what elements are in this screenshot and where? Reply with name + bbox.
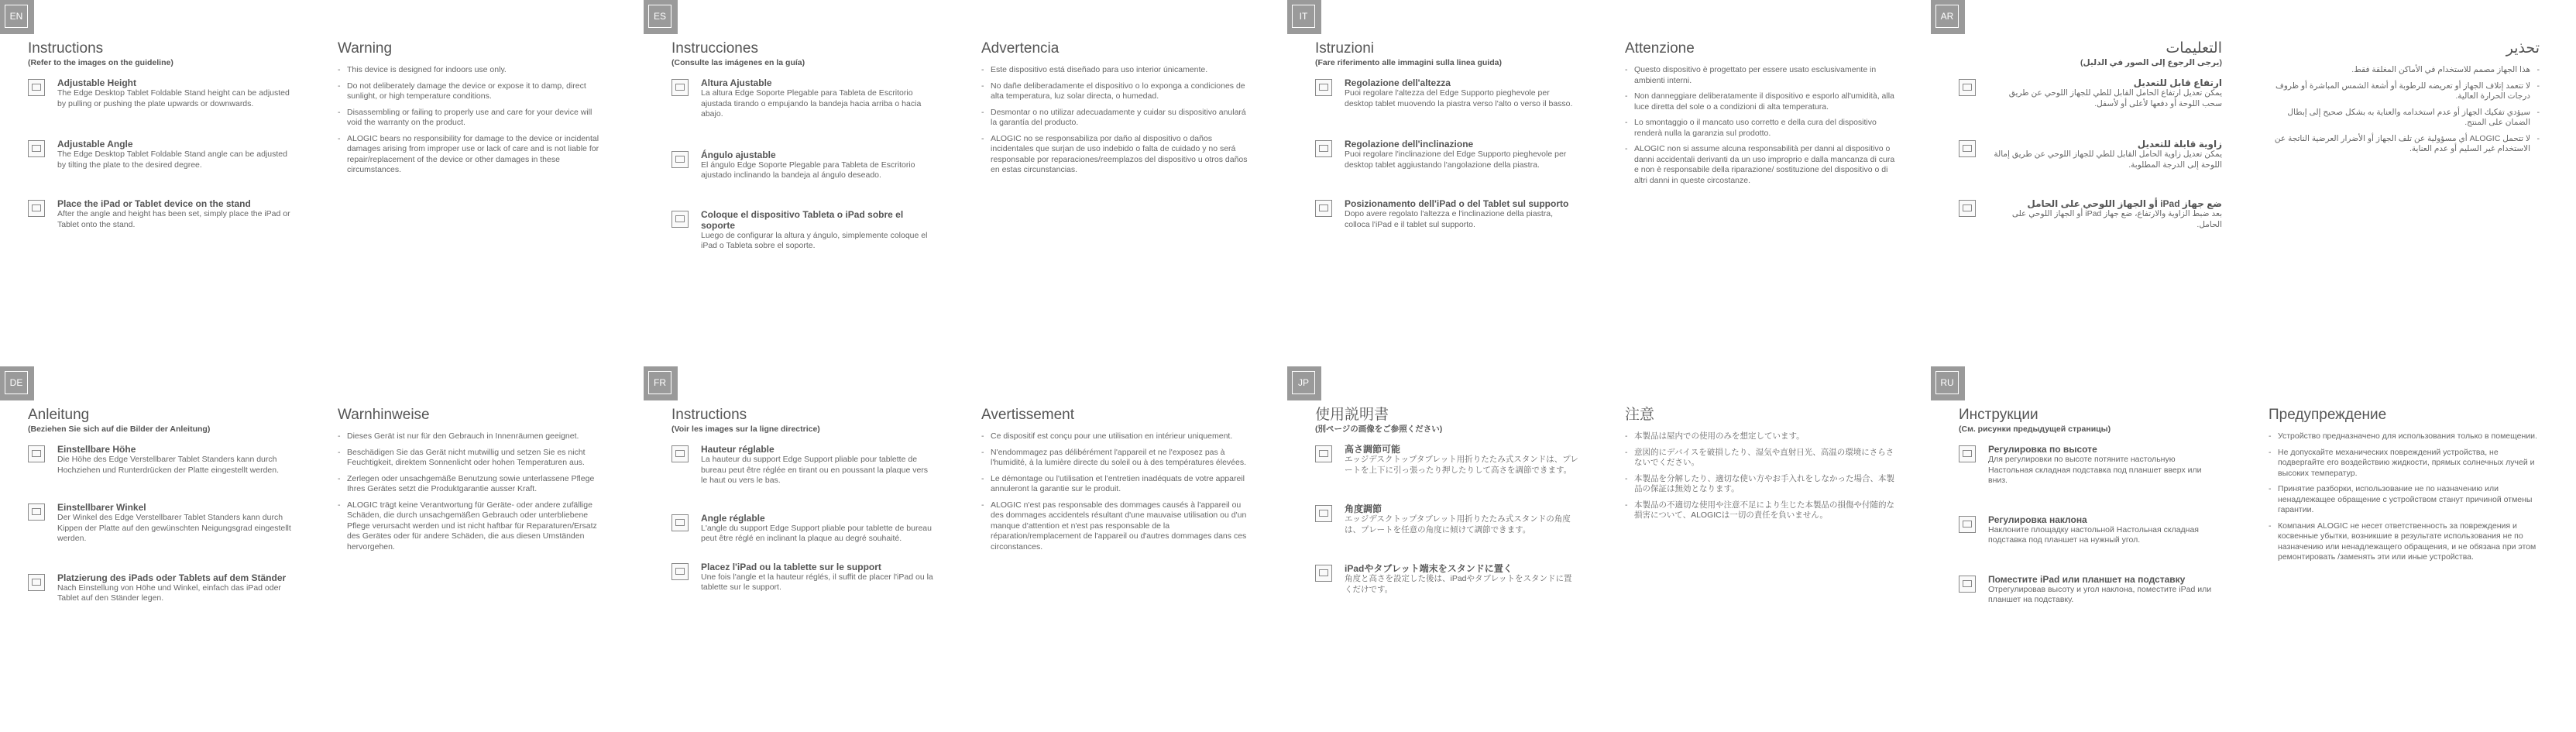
step-body: The Edge Desktop Tablet Foldable Stand angle can be adjusted by tilting the plate to the desired degree. — [57, 149, 287, 170]
instruction-step — [671, 77, 935, 120]
instruction-step — [28, 444, 291, 476]
step-body: Nach Einstellung von Höhe und Winkel, einfach das iPad oder Tablet auf den Ständer legen. — [57, 583, 281, 603]
instructions-title: Instructions — [671, 407, 747, 423]
instruction-step — [671, 149, 935, 181]
step-body: エッジデスクトップタブレット用折りたたみ式スタンドは、プレートを上下に引っ張ったり押したりして高さを調節できます。 — [1345, 455, 1578, 475]
warning-item: - Disassembling or failing to properly use and care for your device will void the warranty on the product. — [338, 108, 609, 129]
instruction-step — [1315, 139, 1578, 170]
instructions-column — [1315, 40, 1578, 230]
step-body: The Edge Desktop Tablet Foldable Stand height can be adjusted by pulling or pushing the plate upwards or downwards. — [57, 88, 290, 108]
warning-column — [1625, 40, 1896, 191]
instruction-step — [671, 209, 935, 252]
warning-item: - Desmontar o no utilizar adecuadamente y cuidar su dispositivo anulará la garantía del producto. — [981, 108, 1252, 129]
warning-item: - Устройство предназначено для использования только в помещении. — [2269, 431, 2540, 442]
language-badge — [644, 0, 678, 34]
instructions-subtitle: (Consulte las imágenes en la guía) — [671, 58, 805, 67]
step-body: L'angle du support Edge Support pliable pour tablette de bureau peut être réglé en inclinant la plaque au degré souhaité. — [701, 523, 932, 543]
warning-item: - Не допускайте механических повреждений устройства, не подвергайте его воздействию жидкости, прямых солнечных лучей и высоких температур. — [2269, 448, 2540, 479]
step-heading: Ángulo ajustable — [701, 149, 776, 160]
step-body: Die Höhe des Edge Verstellbarer Tablet Standers kann durch Hochziehen und Runterdrücken der Platte eingestellt werden. — [57, 455, 280, 475]
instructions-column — [28, 40, 291, 230]
language-badge — [1931, 0, 1965, 34]
warning-item: - Do not deliberately damage the device or expose it to damp, direct sunlight, or high temperature conditions. — [338, 81, 609, 102]
step-heading: Adjustable Height — [57, 77, 137, 88]
instruction-step — [671, 513, 935, 545]
language-code: FR — [648, 371, 671, 394]
instructions-subtitle: (Fare riferimento alle immagini sulla linea guida) — [1315, 58, 1502, 67]
warning-item: - لا تتعمد إتلاف الجهاز أو تعريضه للرطوبة أو أشعة الشمس المباشرة أو ظروف درجات الحرارة العالية. — [2269, 81, 2540, 102]
step-heading: Einstellbarer Winkel — [57, 502, 146, 513]
lang-panel-ru — [1931, 366, 2574, 732]
instructions-column — [1959, 40, 2222, 230]
instructions-title: Anleitung — [28, 407, 90, 423]
language-badge — [0, 366, 34, 400]
step-body: Luego de configurar la altura y ángulo, simplemente coloque el iPad o Tableta sobre el soporte. — [701, 230, 928, 250]
warning-title: Attenzione — [1625, 40, 1695, 57]
step-body: El ángulo Edge Soporte Plegable para Tableta de Escritorio ajustado inclinando la bandeja al ángulo deseado. — [701, 160, 915, 180]
step-figure-icon — [1959, 516, 1976, 533]
instruction-step — [1315, 503, 1578, 535]
warning-item: - 本製品の不適切な使用や注意不足により生じた本製品の損傷や付随的な損害について、ALOGICは一切の責任を負いません。 — [1625, 500, 1896, 521]
step-figure-icon — [28, 445, 45, 462]
language-badge — [1931, 366, 1965, 400]
instructions-title: Instructions — [28, 40, 104, 57]
warning-list — [981, 65, 1252, 176]
instructions-subtitle: (يرجى الرجوع إلى الصور في الدليل) — [2080, 58, 2222, 67]
step-figure-icon — [28, 503, 45, 521]
lang-panel-en — [0, 0, 644, 366]
step-heading: Регулировка наклона — [1988, 514, 2087, 525]
step-heading: iPadやタブレット端末をスタンドに置く — [1345, 563, 1513, 574]
warning-column — [338, 40, 609, 181]
warning-item: - 本製品を分解したり、適切な使い方やお手入れをしなかった場合、本製品の保証は無効となります。 — [1625, 474, 1896, 495]
step-figure-icon — [671, 445, 689, 462]
warning-list — [338, 431, 609, 552]
warning-item: - Zerlegen oder unsachgemäße Benutzung sowie unterlassene Pflege Ihres Gerätes setzt die Produktgarantie ausser Kraft. — [338, 474, 609, 495]
warning-item: - No dañe deliberadamente el dispositivo o lo exponga a condiciones de alta temperatura, luz solar directa, o humedad. — [981, 81, 1252, 102]
step-body: Der Winkel des Edge Verstellbarer Tablet Standers kann durch Kippen der Platte auf den gewünschten Neigungsgrad eingestellt werden. — [57, 513, 291, 543]
step-heading: Placez l'iPad ou la tablette sur le support — [701, 561, 881, 572]
step-heading: 高さ調節可能 — [1345, 444, 1401, 455]
language-badge — [644, 366, 678, 400]
step-body: يمكن تعديل ارتفاع الحامل القابل للطي للجهاز اللوحي عن طريق سحب اللوحة أو دفعها لأعلى أو لأسفل. — [2008, 88, 2222, 108]
step-figure-icon — [1315, 445, 1332, 462]
instructions-subtitle: (См. рисунки предыдущей страницы) — [1959, 424, 2111, 434]
step-body: Для регулировки по высоте потяните настольную Настольная складная подставка под планшет вверх или вниз. — [1988, 455, 2202, 485]
warning-column — [2269, 40, 2540, 160]
step-heading: Angle réglable — [701, 512, 765, 524]
instruction-step — [1959, 574, 2222, 606]
step-body: بعد ضبط الزاوية والارتفاع، ضع جهاز iPad أو الجهاز اللوحي على الحامل. — [2011, 209, 2222, 229]
language-code: AR — [1935, 5, 1959, 28]
step-heading: Platzierung des iPads oder Tablets auf dem Ständer — [57, 572, 287, 583]
step-heading: 角度調節 — [1345, 503, 1382, 514]
step-figure-icon — [671, 79, 689, 96]
step-figure-icon — [1959, 140, 1976, 157]
warning-item: - Принятие разборки, использование не по назначению или ненадлежащее обращение с устройством станут причиной отмены гарантии. — [2269, 484, 2540, 516]
step-heading: Coloque el dispositivo Tableta o iPad sobre el soporte — [701, 208, 904, 231]
step-body: يمكن تعديل زاوية الحامل القابل للطي للجهاز اللوحي عن طريق إمالة اللوحة إلى الدرجة المطلوبة. — [1994, 149, 2222, 170]
language-badge — [0, 0, 34, 34]
step-body: La altura Edge Soporte Plegable para Tableta de Escritorio ajustada tirando o empujando la bandeja hacia arriba o hacia abajo. — [701, 88, 922, 119]
warning-item: - سيؤدي تفكيك الجهاز أو عدم استخدامه والعناية به بشكل صحيح إلى إبطال الضمان على المنتج. — [2269, 108, 2540, 129]
instructions-subtitle: (Beziehen Sie sich auf die Bilder der Anleitung) — [28, 424, 211, 434]
lang-panel-jp — [1287, 366, 1931, 732]
step-heading: Einstellbare Höhe — [57, 444, 136, 455]
warning-list — [338, 65, 609, 176]
instruction-step — [1959, 139, 2222, 170]
warning-item: - ALOGIC n'est pas responsable des dommages causés à l'appareil ou des dommages accidentels résultant d'une mauvaise utilisation ou d'un manque d'attention et n'est pas responsable de la réparation/remplacement de l'appareil ou d'autres dommages dans ces circonstances. — [981, 500, 1252, 553]
step-body: 角度と高さを設定した後は、iPadやタブレットをスタンドに置くだけです。 — [1345, 574, 1572, 594]
warning-title: Avertissement — [981, 407, 1075, 423]
step-figure-icon — [671, 151, 689, 168]
lang-panel-de — [0, 366, 644, 732]
step-heading: Regolazione dell'altezza — [1345, 77, 1451, 88]
warning-item: - Non danneggiare deliberatamente il dispositivo e esporlo all'umidità, alla luce diretta del sole o a condizioni di alta temperatura. — [1625, 91, 1896, 112]
warning-item: - Questo dispositivo è progettato per essere usato esclusivamente in ambienti interni. — [1625, 65, 1896, 86]
warning-item: - ALOGIC non si assume alcuna responsabilità per danni al dispositivo o danni accidentali derivanti da un uso improprio e dalla mancanza di cura e non è responsabile della riparazione/ sostituzione del dispositivo o di altri danni in queste circostanze. — [1625, 144, 1896, 186]
warning-item: - لا تتحمل ALOGIC أي مسؤولية عن تلف الجهاز أو الأضرار العرضية الناتجة عن الاستخدام غير السليم أو عدم العناية. — [2269, 134, 2540, 155]
warning-column — [2269, 407, 2540, 569]
step-figure-icon — [1315, 79, 1332, 96]
step-body: Puoi regolare l'inclinazione del Edge Supporto pieghevole per desktop tablet aggiustando l'angolazione della piastra. — [1345, 149, 1567, 170]
step-heading: Hauteur réglable — [701, 444, 775, 455]
instruction-step — [671, 444, 935, 486]
step-body: Отрегулировав высоту и угол наклона, поместите iPad или планшет на подставку. — [1988, 584, 2212, 604]
instructions-subtitle: (Voir les images sur la ligne directrice) — [671, 424, 820, 434]
warning-item: - This device is designed for indoors use only. — [338, 65, 609, 76]
instruction-step — [28, 139, 291, 170]
step-heading: Регулировка по высоте — [1988, 444, 2097, 455]
step-heading: ارتفاع قابل للتعديل — [2133, 77, 2222, 88]
language-code: EN — [5, 5, 28, 28]
warning-item: - 本製品は屋内での使用のみを想定しています。 — [1625, 431, 1896, 442]
warning-list — [2269, 431, 2540, 563]
warning-title: Warning — [338, 40, 393, 57]
step-body: Puoi regolare l'altezza del Edge Supporto pieghevole per desktop tablet muovendo la piastra verso l'alto o verso il basso. — [1345, 88, 1573, 108]
step-heading: Поместите iPad или планшет на подставку — [1988, 573, 2186, 585]
warning-list — [1625, 431, 1896, 521]
instructions-subtitle: (別ページの画像をご参照ください) — [1315, 424, 1443, 434]
warning-item: - هذا الجهاز مصمم للاستخدام في الأماكن المغلقة فقط. — [2269, 65, 2540, 76]
instruction-step — [28, 77, 291, 109]
warning-item: - Lo smontaggio o il mancato uso corretto e della cura del dispositivo renderà nulla la garanzia sul prodotto. — [1625, 118, 1896, 139]
instructions-title: التعليمات — [2166, 40, 2222, 57]
instruction-step — [1315, 563, 1578, 595]
instructions-column — [671, 40, 935, 252]
step-heading: ضع جهاز iPad أو الجهاز اللوحي على الحامل — [2027, 198, 2222, 209]
instruction-step — [671, 562, 935, 593]
step-figure-icon — [1315, 200, 1332, 217]
warning-list — [2269, 65, 2540, 155]
language-code: IT — [1292, 5, 1315, 28]
step-figure-icon — [1315, 505, 1332, 522]
warning-item: - Beschädigen Sie das Gerät nicht mutwillig und setzen Sie es nicht Feuchtigkeit, direktem Sonnenlicht oder hohen Temperaturen aus. — [338, 448, 609, 469]
warning-column — [981, 40, 1252, 181]
instruction-step — [28, 572, 291, 604]
instructions-title: Istruzioni — [1315, 40, 1375, 57]
instruction-step — [28, 502, 291, 545]
step-body: Une fois l'angle et la hauteur réglés, il suffit de placer l'iPad ou la tablette sur le support. — [701, 572, 933, 592]
instruction-step — [1959, 444, 2222, 486]
step-figure-icon — [1959, 576, 1976, 593]
warning-item: - Dieses Gerät ist nur für den Gebrauch in Innenräumen geeignet. — [338, 431, 609, 442]
step-heading: زاوية قابلة للتعديل — [2137, 139, 2222, 149]
language-code: RU — [1935, 371, 1959, 394]
step-figure-icon — [1959, 79, 1976, 96]
warning-item: - N'endommagez pas délibérément l'appareil et ne l'exposez pas à l'humidité, à la lumière directe du soleil ou à des températures élevées. — [981, 448, 1252, 469]
lang-panel-fr — [644, 366, 1287, 732]
instruction-step — [28, 198, 291, 230]
step-figure-icon — [1959, 200, 1976, 217]
warning-title: Warnhinweise — [338, 407, 430, 423]
step-heading: Adjustable Angle — [57, 139, 133, 149]
step-body: After the angle and height has been set, simply place the iPad or Tablet onto the stand. — [57, 209, 290, 229]
step-body: La hauteur du support Edge Support pliable pour tablette de bureau peut être réglée en tirant ou en poussant la plaque vers le haut ou vers le bas. — [701, 455, 929, 485]
step-heading: Regolazione dell'inclinazione — [1345, 139, 1474, 149]
language-code: JP — [1292, 371, 1315, 394]
step-body: Наклоните площадку настольной Настольная складная подставка под планшет на нужный угол. — [1988, 524, 2199, 545]
step-figure-icon — [671, 514, 689, 531]
warning-item: - Компания ALOGIC не несет ответственность за повреждения и косвенные убытки, возникшие в результате использования не по назначению или ненадлежащего обращения, и не обязана при этом ремонтировать /заменять эти или иные устройства. — [2269, 521, 2540, 563]
step-figure-icon — [671, 563, 689, 580]
warning-title: Advertencia — [981, 40, 1060, 57]
warning-list — [1625, 65, 1896, 186]
lang-panel-es — [644, 0, 1287, 366]
step-heading: Place the iPad or Tablet device on the stand — [57, 198, 251, 209]
lang-panel-ar — [1931, 0, 2574, 366]
warning-item: - 意図的にデバイスを破損したり、湿気や直射日光、高温の環境にさらさないでください。 — [1625, 448, 1896, 469]
step-figure-icon — [28, 140, 45, 157]
step-figure-icon — [28, 574, 45, 591]
step-heading: Posizionamento dell'iPad o del Tablet sul supporto — [1345, 198, 1569, 209]
instruction-step — [1315, 77, 1578, 109]
language-badge — [1287, 366, 1321, 400]
step-figure-icon — [1315, 140, 1332, 157]
instruction-step — [1315, 444, 1578, 476]
warning-list — [981, 431, 1252, 552]
instructions-title: Инструкции — [1959, 407, 2038, 423]
instruction-step — [1959, 514, 2222, 546]
warning-title: Предупреждение — [2269, 407, 2387, 423]
warning-column — [981, 407, 1252, 558]
instructions-column — [1315, 407, 1578, 595]
warning-item: - Le démontage ou l'utilisation et l'entretien inadéquats de votre appareil annuleront la garantie sur le produit. — [981, 474, 1252, 495]
warning-title: 注意 — [1625, 407, 1655, 423]
instruction-step — [1959, 198, 2222, 230]
step-body: エッジデスクトップタブレット用折りたたみ式スタンドの角度は、プレートを任意の角度に傾けて調節できます。 — [1345, 514, 1571, 534]
instructions-title: 使用説明書 — [1315, 407, 1389, 423]
warning-title: تحذير — [2506, 40, 2540, 57]
instructions-subtitle: (Refer to the images on the guideline) — [28, 58, 173, 67]
warning-item: - Este dispositivo está diseñado para uso interior únicamente. — [981, 65, 1252, 76]
language-badge — [1287, 0, 1321, 34]
instructions-column — [28, 407, 291, 604]
instructions-title: Instrucciones — [671, 40, 758, 57]
warning-item: - ALOGIC no se responsabiliza por daño al dispositivo o daños incidentales que surjan de uso indebido o falta de cuidado y no será responsable por reparaciones/reemplazos del dispositivo u otros daños en estas circunstancias. — [981, 134, 1252, 176]
warning-column — [338, 407, 609, 558]
lang-panel-it — [1287, 0, 1931, 366]
warning-column — [1625, 407, 1896, 527]
step-figure-icon — [28, 200, 45, 217]
instructions-column — [671, 407, 935, 593]
warning-item: - ALOGIC bears no responsibility for damage to the device or incidental damages arising from improper use or lack of care and is not liable for repair/replacement of the device or other damages in these circumstances. — [338, 134, 609, 176]
step-body: Dopo avere regolato l'altezza e l'inclinazione della piastra, colloca l'iPad e il tablet sul supporto. — [1345, 209, 1554, 229]
step-figure-icon — [1959, 445, 1976, 462]
instruction-step — [1315, 198, 1578, 230]
step-heading: Altura Ajustable — [701, 77, 772, 88]
step-figure-icon — [671, 211, 689, 228]
instructions-column — [1959, 407, 2222, 606]
instruction-step — [1959, 77, 2222, 109]
warning-item: - Ce dispositif est conçu pour une utilisation en intérieur uniquement. — [981, 431, 1252, 442]
step-figure-icon — [28, 79, 45, 96]
language-code: ES — [648, 5, 671, 28]
language-code: DE — [5, 371, 28, 394]
step-figure-icon — [1315, 565, 1332, 582]
warning-item: - ALOGIC trägt keine Verantwortung für Geräte- oder andere zufällige Schäden, die durch unsachgemäßen Gebrauch oder unterbliebene Pflege verursacht werden und ist nicht haftbar für Reparaturen/Ersatz des Gerätes oder für andere Schäden, die aus diesen Umständen hervorgehen. — [338, 500, 609, 553]
